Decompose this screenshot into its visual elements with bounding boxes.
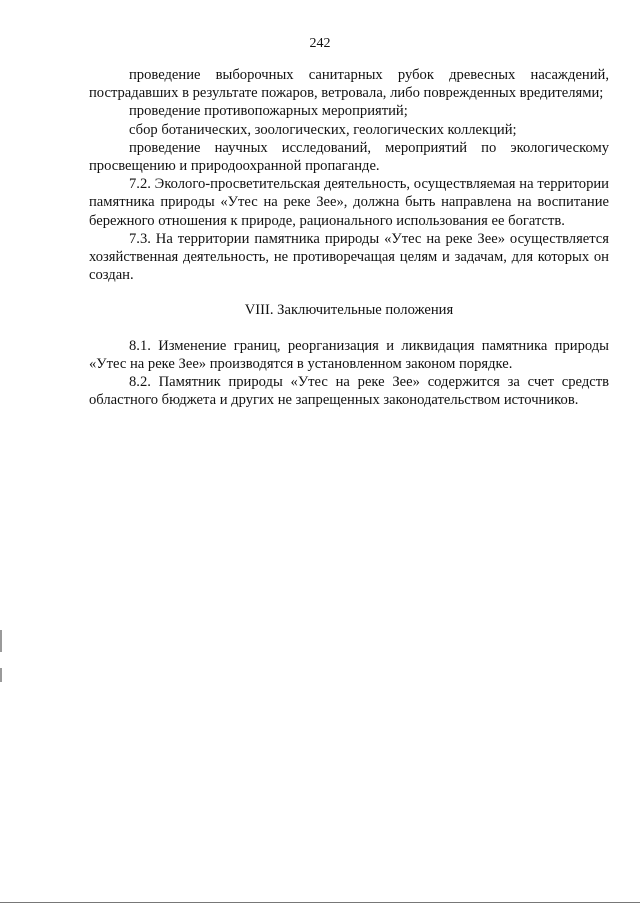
paragraph-8-1: 8.1. Изменение границ, реорганизация и ликвидация памятника природы «Утес на реке Зее» производятся в установленном законом порядке. [89,337,609,372]
paragraph-research: проведение научных исследований, мероприятий по экологическому просвещению и природоохранной пропаганде. [89,139,609,175]
scan-edge-mark [0,630,2,652]
paragraph-fire-prevention: проведение противопожарных мероприятий; [129,103,408,120]
paragraph-sanitary-felling: проведение выборочных санитарных рубок древесных насаждений, пострадавших в результате пожаров, ветровала, либо поврежденных вредителями; [89,67,609,102]
page-number: 242 [309,36,331,51]
scan-bottom-edge [0,902,640,903]
paragraph-collections: сбор ботанических, зоологических, геологических коллекций; [129,121,517,138]
section-title: VIII. Заключительные положения [244,302,454,319]
paragraph-8-2: 8.2. Памятник природы «Утес на реке Зее» содержится за счет средств областного бюджета и других не запрещенных законодательством источников. [89,374,609,409]
scan-edge-mark [0,668,2,682]
document-body [89,66,609,409]
paragraph-7-2: 7.2. Эколого-просветительская деятельность, осуществляемая на территории памятника природы «Утес на реке Зее», должна быть направлена на воспитание бережного отношения к природе, рационального использования ее богатств. [89,176,609,229]
paragraph-7-3: 7.3. На территории памятника природы «Утес на реке Зее» осуществляется хозяйственная деятельность, не противоречащая целям и задачам, для которых он создан. [89,230,609,284]
